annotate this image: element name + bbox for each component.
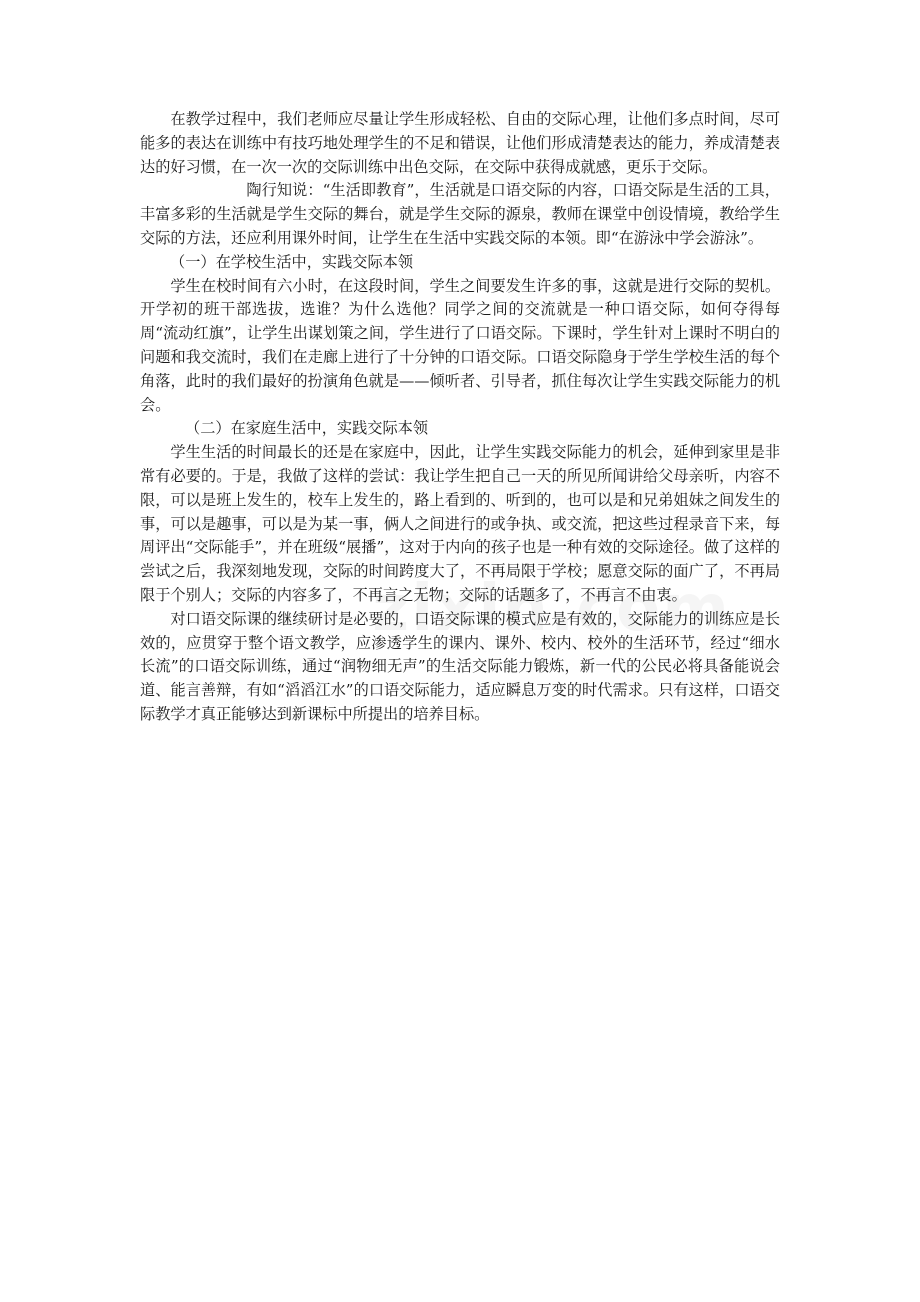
paragraph-school-life: 学生在校时间有六小时，在这段时间，学生之间要发生许多的事，这就是进行交际的契机。开学初的班干部选拔，选谁？为什么选他？同学之间的交流就是一种口语交际，如何夺得每周“流动红旗”，让学生出谋划策之间，学生进行了口语交际。下课时，学生针对上课时不明白的问题和我交流时，我们在走廊上进行了十分钟的口语交际。口语交际隐身于学生学校生活的每个角落，此时的我们最好的扮演角色就是——倾听者、引导者，抓住每次让学生实践交际能力的机会。: [140, 276, 780, 414]
paragraph-conclusion: 对口语交际课的继续研讨是必要的，口语交际课的模式应是有效的，交际能力的训练应是长效的，应贯穿于整个语文教学，应渗透学生的课内、课外、校内、校外的生活环节，经过“细水长流”的口语交际训练，通过“润物细无声”的生活交际能力锻炼，新一代的公民必将具备能说会道、能言善辩，有如“滔滔江水”的口语交际能力，适应瞬息万变的时代需求。只有这样，口语交际教学才真正能够达到新课标中所提出的培养目标。: [140, 609, 780, 723]
section-heading-school-life: （一）在学校生活中，实践交际本领: [170, 252, 413, 271]
paragraph-tao-xingzhi-quote: 陶行知说：“生活即教育”，生活就是口语交际的内容，口语交际是生活的工具，丰富多彩的生活就是学生交际的舞台，就是学生交际的源泉，教师在课堂中创设情境，教给学生交际的方法，还应利用课外时间，让学生在生活中实践交际的本领。即“在游泳中学会游泳”。: [140, 181, 780, 247]
document-body: [140, 108, 780, 727]
paragraph-family-life: 学生生活的时间最长的还是在家庭中，因此，让学生实践交际能力的机会，延伸到家里是非常有必要的。于是，我做了这样的尝试：我让学生把自己一天的所见所闻讲给父母亲听，内容不限，可以是班上发生的，校车上发生的，路上看到的、听到的，也可以是和兄弟姐妹之间发生的事，可以是趣事，可以是为某一事，俩人之间进行的或争执、或交流，把这些过程录音下来，每周评出“交际能手”，并在班级“展播”，这对于内向的孩子也是一种有效的交际途径。做了这样的尝试之后，我深刻地发现，交际的时间跨度大了，不再局限于学校；愿意交际的面广了，不再局限于个别人；交际的内容多了，不再言之无物；交际的话题多了，不再言不由衷。: [140, 443, 780, 604]
section-heading-family-life: （二）在家庭生活中，实践交际本领: [185, 419, 428, 438]
paragraph-teaching-process: 在教学过程中，我们老师应尽量让学生形成轻松、自由的交际心理，让他们多点时间，尽可能多的表达在训练中有技巧地处理学生的不足和错误，让他们形成清楚表达的能力，养成清楚表达的好习惯，在一次一次的交际训练中出色交际，在交际中获得成就感，更乐于交际。: [140, 110, 780, 176]
